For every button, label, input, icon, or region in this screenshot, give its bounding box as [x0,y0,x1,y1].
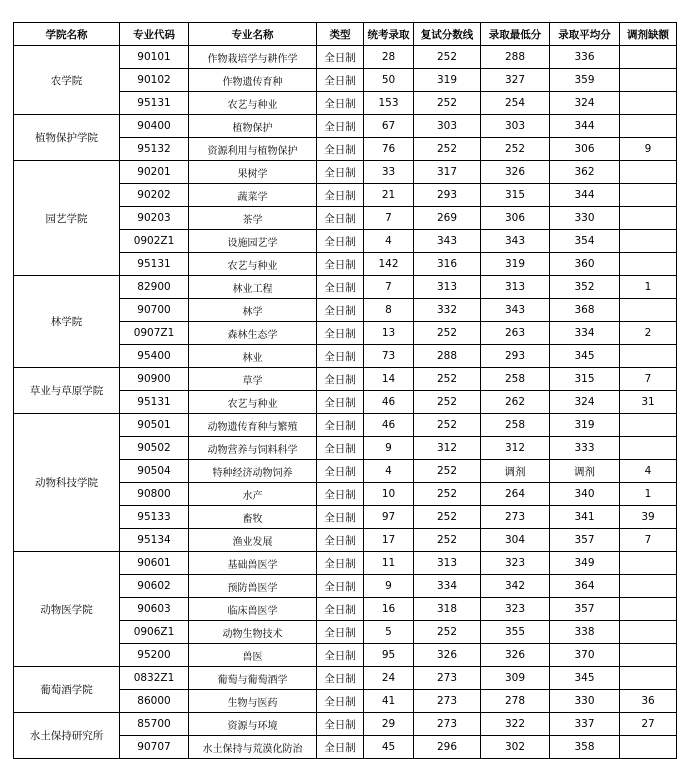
major-code-cell: 90601 [120,552,189,575]
transfer-vacancy-cell [620,575,677,598]
type-cell: 全日制 [317,460,364,483]
transfer-vacancy-cell: 1 [620,483,677,506]
transfer-vacancy-cell [620,69,677,92]
retest-cutoff-cell: 273 [414,690,481,713]
major-name-cell: 水土保持与荒漠化防治 [189,736,317,759]
admitted-count-cell: 41 [364,690,414,713]
type-cell: 全日制 [317,115,364,138]
type-cell: 全日制 [317,713,364,736]
type-cell: 全日制 [317,138,364,161]
type-cell: 全日制 [317,575,364,598]
major-code-cell: 95131 [120,92,189,115]
admitted-count-cell: 24 [364,667,414,690]
major-code-cell: 90102 [120,69,189,92]
admitted-count-cell: 4 [364,460,414,483]
type-cell: 全日制 [317,437,364,460]
retest-cutoff-cell: 312 [414,437,481,460]
min-score-cell: 315 [481,184,550,207]
retest-cutoff-cell: 252 [414,621,481,644]
major-code-cell: 95134 [120,529,189,552]
retest-cutoff-cell: 273 [414,667,481,690]
type-cell: 全日制 [317,92,364,115]
avg-score-cell: 368 [550,299,620,322]
transfer-vacancy-cell [620,621,677,644]
transfer-vacancy-cell: 4 [620,460,677,483]
avg-score-cell: 324 [550,92,620,115]
major-name-cell: 预防兽医学 [189,575,317,598]
major-code-cell: 90201 [120,161,189,184]
type-header: 类型 [317,23,364,46]
min-score-cell: 342 [481,575,550,598]
transfer-vacancy-cell [620,161,677,184]
min-score-cell: 323 [481,552,550,575]
college-name-cell: 农学院 [14,46,120,115]
admitted-count-cell: 8 [364,299,414,322]
avg-score-cell: 344 [550,184,620,207]
min-score-cell: 263 [481,322,550,345]
transfer-vacancy-cell [620,115,677,138]
retest-cutoff-cell: 316 [414,253,481,276]
major-code-cell: 82900 [120,276,189,299]
major-code-cell: 90101 [120,46,189,69]
min-score-cell: 254 [481,92,550,115]
college-name-cell: 林学院 [14,276,120,368]
retest-cutoff-cell: 252 [414,483,481,506]
major-code-cell: 90900 [120,368,189,391]
table-body [14,46,677,759]
retest-cutoff-cell: 296 [414,736,481,759]
table-row [14,667,677,690]
table-row [14,46,677,69]
transfer-vacancy-cell [620,92,677,115]
type-cell: 全日制 [317,690,364,713]
min-score-cell: 309 [481,667,550,690]
avg-score-cell: 349 [550,552,620,575]
major-name-cell: 蔬菜学 [189,184,317,207]
min-score-header: 录取最低分 [481,23,550,46]
admitted-count-cell: 95 [364,644,414,667]
retest-cutoff-cell: 252 [414,138,481,161]
table-row [14,368,677,391]
major-code-cell: 90603 [120,598,189,621]
type-cell: 全日制 [317,345,364,368]
major-code-cell: 95132 [120,138,189,161]
table-row [14,115,677,138]
admitted-count-cell: 67 [364,115,414,138]
major-name-cell: 动物生物技术 [189,621,317,644]
major-code-header: 专业代码 [120,23,189,46]
admitted-count-cell: 21 [364,184,414,207]
college-name-cell: 园艺学院 [14,161,120,276]
transfer-vacancy-cell: 2 [620,322,677,345]
major-code-cell: 90504 [120,460,189,483]
type-cell: 全日制 [317,299,364,322]
major-code-cell: 90202 [120,184,189,207]
min-score-cell: 293 [481,345,550,368]
min-score-cell: 326 [481,161,550,184]
table-row [14,276,677,299]
avg-score-cell: 调剂 [550,460,620,483]
retest-cutoff-cell: 326 [414,644,481,667]
type-cell: 全日制 [317,276,364,299]
min-score-cell: 322 [481,713,550,736]
admitted-count-cell: 33 [364,161,414,184]
major-name-cell: 林学 [189,299,317,322]
major-code-cell: 0832Z1 [120,667,189,690]
admitted-count-cell: 14 [364,368,414,391]
type-cell: 全日制 [317,368,364,391]
major-name-cell: 林业 [189,345,317,368]
min-score-cell: 355 [481,621,550,644]
college-name-cell: 植物保护学院 [14,115,120,161]
admitted-count-header: 统考录取 [364,23,414,46]
transfer-vacancy-header: 调剂缺额 [620,23,677,46]
retest-cutoff-cell: 319 [414,69,481,92]
major-name-cell: 基础兽医学 [189,552,317,575]
major-code-cell: 95131 [120,253,189,276]
type-cell: 全日制 [317,529,364,552]
table-row [14,161,677,184]
admitted-count-cell: 46 [364,414,414,437]
admitted-count-cell: 9 [364,437,414,460]
admitted-count-cell: 45 [364,736,414,759]
transfer-vacancy-cell [620,667,677,690]
college-name-header: 学院名称 [14,23,120,46]
min-score-cell: 252 [481,138,550,161]
type-cell: 全日制 [317,46,364,69]
table-row [14,414,677,437]
college-name-cell: 葡萄酒学院 [14,667,120,713]
transfer-vacancy-cell [620,46,677,69]
retest-cutoff-cell: 252 [414,368,481,391]
retest-cutoff-cell: 269 [414,207,481,230]
avg-score-cell: 334 [550,322,620,345]
min-score-cell: 302 [481,736,550,759]
retest-cutoff-cell: 303 [414,115,481,138]
major-name-cell: 动物遗传育种与繁殖 [189,414,317,437]
major-code-cell: 95131 [120,391,189,414]
type-cell: 全日制 [317,207,364,230]
retest-cutoff-header: 复试分数线 [414,23,481,46]
transfer-vacancy-cell [620,184,677,207]
avg-score-cell: 357 [550,598,620,621]
type-cell: 全日制 [317,414,364,437]
min-score-cell: 258 [481,368,550,391]
avg-score-cell: 345 [550,667,620,690]
retest-cutoff-cell: 334 [414,575,481,598]
min-score-cell: 273 [481,506,550,529]
transfer-vacancy-cell: 31 [620,391,677,414]
retest-cutoff-cell: 313 [414,276,481,299]
major-code-cell: 0902Z1 [120,230,189,253]
avg-score-cell: 340 [550,483,620,506]
major-name-cell: 植物保护 [189,115,317,138]
transfer-vacancy-cell [620,736,677,759]
major-code-cell: 90800 [120,483,189,506]
transfer-vacancy-cell: 27 [620,713,677,736]
major-code-cell: 90707 [120,736,189,759]
avg-score-cell: 333 [550,437,620,460]
admitted-count-cell: 10 [364,483,414,506]
major-name-cell: 作物遗传育种 [189,69,317,92]
transfer-vacancy-cell: 1 [620,276,677,299]
major-name-cell: 畜牧 [189,506,317,529]
table-row [14,713,677,736]
min-score-cell: 278 [481,690,550,713]
avg-score-cell: 315 [550,368,620,391]
major-name-cell: 草学 [189,368,317,391]
major-code-cell: 90400 [120,115,189,138]
major-code-cell: 90203 [120,207,189,230]
major-name-cell: 特种经济动物饲养 [189,460,317,483]
admitted-count-cell: 46 [364,391,414,414]
min-score-cell: 303 [481,115,550,138]
major-name-cell: 水产 [189,483,317,506]
major-name-cell: 生物与医药 [189,690,317,713]
transfer-vacancy-cell: 36 [620,690,677,713]
retest-cutoff-cell: 317 [414,161,481,184]
major-code-cell: 95200 [120,644,189,667]
avg-score-cell: 370 [550,644,620,667]
min-score-cell: 327 [481,69,550,92]
major-name-cell: 动物营养与饲料科学 [189,437,317,460]
type-cell: 全日制 [317,621,364,644]
retest-cutoff-cell: 293 [414,184,481,207]
major-name-cell: 农艺与种业 [189,92,317,115]
major-code-cell: 90700 [120,299,189,322]
transfer-vacancy-cell [620,207,677,230]
major-name-cell: 农艺与种业 [189,253,317,276]
major-code-cell: 95400 [120,345,189,368]
type-cell: 全日制 [317,161,364,184]
major-name-cell: 资源利用与植物保护 [189,138,317,161]
type-cell: 全日制 [317,644,364,667]
avg-score-cell: 324 [550,391,620,414]
major-name-cell: 农艺与种业 [189,391,317,414]
retest-cutoff-cell: 343 [414,230,481,253]
college-name-cell: 动物科技学院 [14,414,120,552]
min-score-cell: 343 [481,299,550,322]
min-score-cell: 288 [481,46,550,69]
admitted-count-cell: 13 [364,322,414,345]
retest-cutoff-cell: 273 [414,713,481,736]
type-cell: 全日制 [317,69,364,92]
major-name-cell: 作物栽培学与耕作学 [189,46,317,69]
avg-score-cell: 357 [550,529,620,552]
min-score-cell: 258 [481,414,550,437]
avg-score-cell: 336 [550,46,620,69]
transfer-vacancy-cell: 39 [620,506,677,529]
type-cell: 全日制 [317,598,364,621]
transfer-vacancy-cell [620,598,677,621]
avg-score-cell: 330 [550,207,620,230]
retest-cutoff-cell: 288 [414,345,481,368]
major-name-cell: 设施园艺学 [189,230,317,253]
min-score-cell: 312 [481,437,550,460]
avg-score-cell: 338 [550,621,620,644]
college-name-cell: 动物医学院 [14,552,120,667]
avg-score-cell: 358 [550,736,620,759]
min-score-cell: 323 [481,598,550,621]
avg-score-cell: 345 [550,345,620,368]
transfer-vacancy-cell [620,644,677,667]
avg-score-cell: 359 [550,69,620,92]
admitted-count-cell: 153 [364,92,414,115]
min-score-cell: 306 [481,207,550,230]
transfer-vacancy-cell [620,414,677,437]
min-score-cell: 313 [481,276,550,299]
retest-cutoff-cell: 252 [414,529,481,552]
major-name-cell: 果树学 [189,161,317,184]
admitted-count-cell: 76 [364,138,414,161]
avg-score-cell: 364 [550,575,620,598]
type-cell: 全日制 [317,230,364,253]
min-score-cell: 304 [481,529,550,552]
avg-score-cell: 337 [550,713,620,736]
type-cell: 全日制 [317,253,364,276]
major-name-cell: 临床兽医学 [189,598,317,621]
avg-score-cell: 319 [550,414,620,437]
transfer-vacancy-cell [620,345,677,368]
admitted-count-cell: 5 [364,621,414,644]
avg-score-cell: 330 [550,690,620,713]
admitted-count-cell: 7 [364,207,414,230]
type-cell: 全日制 [317,667,364,690]
type-cell: 全日制 [317,184,364,207]
major-name-cell: 葡萄与葡萄酒学 [189,667,317,690]
type-cell: 全日制 [317,552,364,575]
admitted-count-cell: 50 [364,69,414,92]
major-code-cell: 85700 [120,713,189,736]
major-name-cell: 茶学 [189,207,317,230]
min-score-cell: 调剂 [481,460,550,483]
retest-cutoff-cell: 252 [414,460,481,483]
retest-cutoff-cell: 332 [414,299,481,322]
major-code-cell: 0907Z1 [120,322,189,345]
table-row [14,552,677,575]
major-name-cell: 林业工程 [189,276,317,299]
admitted-count-cell: 97 [364,506,414,529]
major-name-header: 专业名称 [189,23,317,46]
min-score-cell: 262 [481,391,550,414]
major-name-cell: 兽医 [189,644,317,667]
avg-score-header: 录取平均分 [550,23,620,46]
college-name-cell: 水土保持研究所 [14,713,120,759]
admitted-count-cell: 142 [364,253,414,276]
retest-cutoff-cell: 252 [414,414,481,437]
college-name-cell: 草业与草原学院 [14,368,120,414]
retest-cutoff-cell: 252 [414,46,481,69]
min-score-cell: 264 [481,483,550,506]
retest-cutoff-cell: 252 [414,391,481,414]
transfer-vacancy-cell: 7 [620,368,677,391]
major-name-cell: 森林生态学 [189,322,317,345]
transfer-vacancy-cell [620,437,677,460]
admitted-count-cell: 29 [364,713,414,736]
type-cell: 全日制 [317,322,364,345]
type-cell: 全日制 [317,391,364,414]
retest-cutoff-cell: 252 [414,322,481,345]
major-name-cell: 渔业发展 [189,529,317,552]
avg-score-cell: 354 [550,230,620,253]
avg-score-cell: 352 [550,276,620,299]
min-score-cell: 326 [481,644,550,667]
transfer-vacancy-cell [620,552,677,575]
avg-score-cell: 341 [550,506,620,529]
retest-cutoff-cell: 313 [414,552,481,575]
retest-cutoff-cell: 252 [414,92,481,115]
admitted-count-cell: 16 [364,598,414,621]
major-code-cell: 95133 [120,506,189,529]
major-code-cell: 90602 [120,575,189,598]
type-cell: 全日制 [317,483,364,506]
admitted-count-cell: 17 [364,529,414,552]
major-code-cell: 0906Z1 [120,621,189,644]
type-cell: 全日制 [317,506,364,529]
admitted-count-cell: 9 [364,575,414,598]
avg-score-cell: 360 [550,253,620,276]
admissions-table [13,22,677,759]
avg-score-cell: 362 [550,161,620,184]
admitted-count-cell: 28 [364,46,414,69]
admitted-count-cell: 11 [364,552,414,575]
major-code-cell: 90502 [120,437,189,460]
retest-cutoff-cell: 252 [414,506,481,529]
min-score-cell: 319 [481,253,550,276]
min-score-cell: 343 [481,230,550,253]
transfer-vacancy-cell: 7 [620,529,677,552]
transfer-vacancy-cell [620,253,677,276]
transfer-vacancy-cell: 9 [620,138,677,161]
admitted-count-cell: 73 [364,345,414,368]
avg-score-cell: 306 [550,138,620,161]
transfer-vacancy-cell [620,299,677,322]
type-cell: 全日制 [317,736,364,759]
retest-cutoff-cell: 318 [414,598,481,621]
major-code-cell: 86000 [120,690,189,713]
transfer-vacancy-cell [620,230,677,253]
admitted-count-cell: 4 [364,230,414,253]
major-code-cell: 90501 [120,414,189,437]
major-name-cell: 资源与环境 [189,713,317,736]
avg-score-cell: 344 [550,115,620,138]
admitted-count-cell: 7 [364,276,414,299]
header-row [14,23,677,46]
